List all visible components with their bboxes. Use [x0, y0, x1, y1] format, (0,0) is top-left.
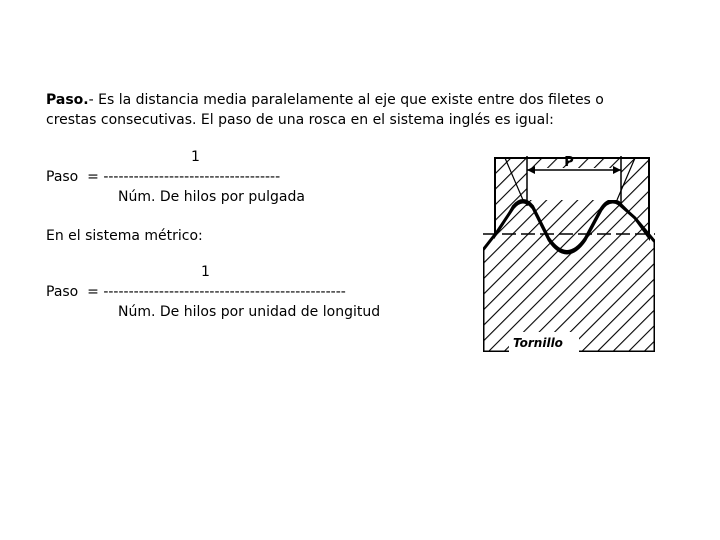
metric-fraction-line: Paso = ------------------------------------------------ — [46, 284, 346, 300]
definition-text: - Es la distancia media paralelamente al eje que existe entre dos filetes o crestas consecutivas. El paso de una rosca en el sistema inglés es igual: — [46, 92, 604, 128]
imperial-fraction-line: Paso = ----------------------------------- — [46, 169, 281, 185]
imperial-denominator: Núm. De hilos por pulgada — [118, 189, 305, 205]
metric-numerator: 1 — [201, 264, 210, 280]
screw-thread-diagram — [483, 154, 655, 352]
term-paso: Paso. — [46, 92, 89, 108]
imperial-numerator: 1 — [191, 149, 200, 165]
pitch-definition — [46, 90, 646, 130]
metric-system-label: En el sistema métrico: — [46, 228, 203, 244]
pitch-label: P — [564, 155, 574, 170]
metric-denominator: Núm. De hilos por unidad de longitud — [118, 304, 381, 320]
screw-label: Tornillo — [513, 336, 563, 350]
